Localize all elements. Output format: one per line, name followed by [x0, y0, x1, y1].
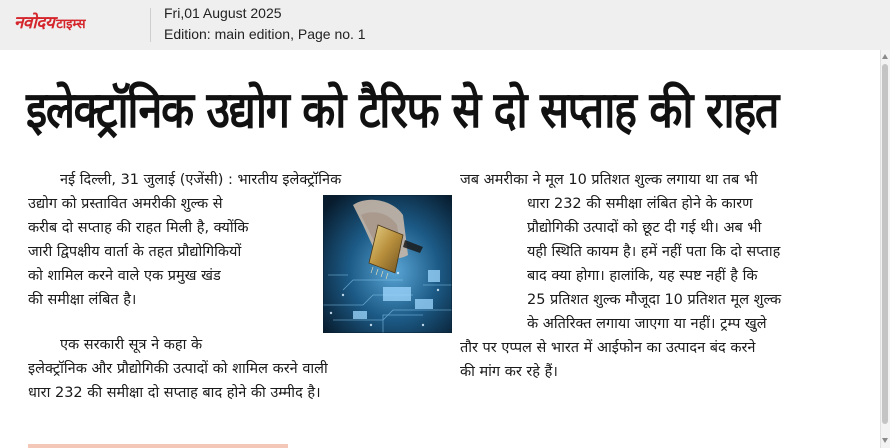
left-line-7: एक सरकारी सूत्र ने कहा के: [60, 337, 203, 353]
right-line-9: की मांग कर रहे हैं।: [460, 364, 558, 380]
scroll-down-icon[interactable]: [882, 438, 888, 443]
edition-date: Fri,01 August 2025: [164, 5, 282, 21]
scroll-thumb[interactable]: [882, 64, 888, 424]
left-line-9: धारा 232 की समीक्षा दो सप्ताह बाद होने की उम्मीद है।: [28, 385, 321, 401]
right-line-1: जब अमरीका ने मूल 10 प्रतिशत शुल्क लगाया था तब भी: [460, 172, 758, 188]
circuit-board-photo-image: [323, 195, 452, 333]
right-line-6: 25 प्रतिशत शुल्क मौजूदा 10 प्रतिशत मूल शुल्क: [527, 292, 782, 308]
article-photo: [323, 195, 452, 333]
right-line-7: के अतिरिक्त लगाया जाएगा या नहीं। ट्रम्प खुले: [527, 316, 767, 332]
logo-main-text: नवोदय: [14, 13, 55, 33]
left-line-1: नई दिल्ली, 31 जुलाई (एजेंसी) : भारतीय इलेक्ट्रॉनिक: [60, 172, 342, 188]
header-divider: [150, 8, 151, 42]
left-line-3: करीब दो सप्ताह की राहत मिली है, क्योंकि: [28, 220, 249, 236]
left-line-5: को शामिल करने वाले एक प्रमुख खंड: [28, 268, 221, 284]
navodaya-times-logo[interactable]: [14, 10, 86, 34]
right-line-3: प्रौद्योगिकी उत्पादों को छूट दी गई थी। अब भी: [527, 220, 762, 236]
epaper-header: [0, 0, 890, 50]
left-line-2: उद्योग को प्रस्तावित अमरीकी शुल्क से: [28, 196, 223, 212]
logo-sub-text: टाइम्स: [56, 17, 86, 32]
right-line-5: बाद क्या होगा। हालांकि, यह स्पष्ट नहीं है कि: [527, 268, 758, 284]
edition-page-info: Edition: main edition, Page no. 1: [164, 26, 366, 42]
right-line-4: यही स्थिति कायम है। हमें नहीं पता कि दो सप्ताह: [527, 244, 781, 260]
left-line-8: इलेक्ट्रॉनिक और प्रौद्योगिकी उत्पादों को शामिल करने वाली: [28, 361, 328, 377]
scroll-up-icon[interactable]: [882, 54, 888, 59]
next-article-edge: [28, 444, 288, 448]
left-line-6: की समीक्षा लंबित है।: [28, 292, 137, 308]
right-line-2: धारा 232 की समीक्षा लंबित होने के कारण: [527, 196, 753, 212]
article-headline: इलेक्ट्रॉनिक उद्योग को टैरिफ से दो सप्ताह की राहत: [26, 81, 779, 139]
left-line-4: जारी द्विपक्षीय वार्ता के तहत प्रौद्योगिकियों: [28, 244, 242, 260]
right-line-8: तौर पर एप्पल से भारत में आईफोन का उत्पादन बंद करने: [460, 340, 756, 356]
